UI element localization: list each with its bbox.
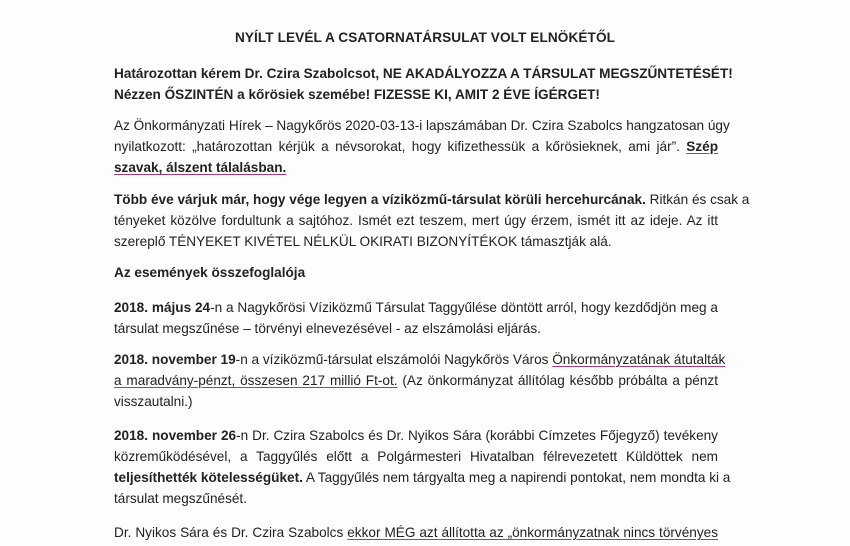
event-nov26-line-1 [114, 425, 718, 446]
event-2018-nov-19 [114, 349, 726, 412]
quote-paragraph [114, 115, 730, 178]
event-date: 2018. május 24 [114, 300, 211, 315]
event-nov26-line-4: társulat megszűnését. [114, 491, 247, 506]
intro-line-1: Határozottan kérem Dr. Czira Szabolcsot, NE AKADÁLYOZZA A TÁRSULAT MEGSZŰNTETÉSÉT! [114, 66, 733, 81]
event-date: 2018. november 26 [114, 428, 237, 443]
event-text: -n a Nagykőrösi Víziközmű Társulat Taggyűlése döntött arról, hogy kezdődjön meg a [210, 300, 718, 315]
event-text: -n Dr. Czira Szabolcs és Dr. Nyikos Sára (korábbi Címzetes Főjegyző) tevékeny [236, 428, 718, 443]
section-heading: Az események összefoglalója [114, 265, 306, 280]
event-text: -n a víziközmű-társulat elszámolói Nagykőrös Város [235, 352, 549, 367]
event-date: 2018. november 19 [114, 352, 236, 367]
background-line-2: tényeket közölve fordultunk a sajtóhoz. Ismét ezt teszem, mert úgy érzem, ismét itt az ideje. Az itt [114, 213, 718, 228]
intro-line-2: Nézzen ŐSZINTÉN a kőrösiek szemébe! FIZESSE KI, AMIT 2 ÉVE ÍGÉRGET! [114, 87, 600, 102]
event-may-line-2: társulat megszűnése – törvényi elnevezésével - az elszámolási eljárás. [114, 321, 541, 336]
final-line-1 [114, 522, 718, 543]
final-paragraph [114, 522, 718, 543]
background-paragraph [114, 189, 750, 252]
event-2018-nov-26 [114, 425, 731, 509]
section-heading-block [114, 262, 718, 283]
final-underlined-text: ekkor MÉG azt állította az „önkormányzatnak nincs törvényes [347, 525, 718, 540]
background-text: Ritkán és csak a [649, 192, 750, 207]
event-emphasis: teljesíthették kötelességüket. [114, 470, 303, 485]
event-may-line-1 [114, 297, 718, 318]
intro-demand-paragraph [114, 63, 733, 105]
quote-line-1: Az Önkormányzati Hírek – Nagykőrös 2020-03-13-i lapszámában Dr. Czira Szabolcs hangzatosan úgy [114, 118, 730, 133]
quote-line-3 [114, 157, 718, 178]
event-nov26-line-3 [114, 467, 731, 488]
background-line-3: szereplő TÉNYEKET KIVÉTEL NÉLKÜL OKIRATI BIZONYÍTÉKOK támasztják alá. [114, 234, 612, 249]
quote-text: nyilatkozott: „határozottan kérjük a névsorokat, hogy kifizethessük a kőrösieknek, ami jár”. [114, 139, 680, 154]
event-nov26-line-2: közreműködésével, a Taggyűlés előtt a Polgármesteri Hivatalban félrevezetett Küldöttek nem [114, 449, 718, 464]
quote-comment-end: szavak, álszent tálalásban. [114, 160, 287, 175]
event-nov19-line-1 [114, 349, 726, 370]
transfer-amount-text: a maradvány-pénzt, összesen 217 millió Ft-ot. [114, 373, 398, 388]
event-2018-may [114, 297, 718, 339]
event-text: (Az önkormányzat állítólag később próbálta a pénzt [402, 373, 719, 388]
background-line-1 [114, 189, 750, 210]
transfer-underlined-text: Önkormányzatának átutalták [552, 352, 726, 367]
background-emphasis: Több éve várjuk már, hogy vége legyen a víziközmű-társulat körüli hercehurcának. [114, 192, 646, 207]
letter-title: NYÍLT LEVÉL A CSATORNATÁRSULAT VOLT ELNÖKÉTŐL [234, 30, 616, 45]
quote-line-2 [114, 136, 718, 157]
event-nov19-line-3: visszautalni.) [114, 394, 193, 409]
quote-comment-start: Szép [686, 139, 719, 154]
final-text: Dr. Nyikos Sára és Dr. Czira Szabolcs [114, 525, 344, 540]
event-text: A Taggyűlés nem tárgyalta meg a napirendi pontokat, nem mondta ki a [305, 470, 731, 485]
event-nov19-line-2 [114, 370, 718, 391]
